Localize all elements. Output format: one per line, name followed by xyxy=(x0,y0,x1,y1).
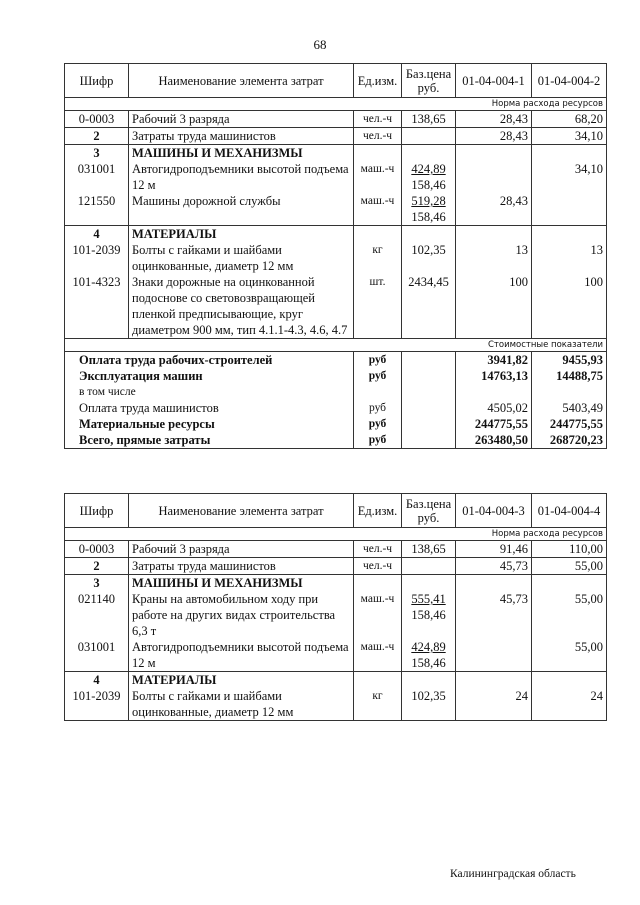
row-price: 424,89 xyxy=(411,640,446,654)
row-code: 031001 xyxy=(65,161,129,193)
row-name: Рабочий 3 разряда xyxy=(129,111,354,128)
row-price: 138,65 xyxy=(402,111,456,128)
table-row xyxy=(65,558,607,575)
row-name: Машины дорожной службы xyxy=(129,193,354,226)
row-code: 121550 xyxy=(65,193,129,226)
table-row xyxy=(65,639,607,672)
section-title: МАТЕРИАЛЫ xyxy=(129,226,354,243)
section-code: 3 xyxy=(65,145,129,162)
total-v2: 9455,93 xyxy=(532,352,607,369)
total-row xyxy=(65,432,607,449)
row-unit: чел.-ч xyxy=(354,541,402,558)
section-row xyxy=(65,145,607,162)
row-unit: маш.-ч xyxy=(354,161,402,193)
row-v2: 24 xyxy=(532,688,607,721)
total-unit: руб xyxy=(354,352,402,369)
row-v2: 55,00 xyxy=(532,558,607,575)
row-code: 101-2039 xyxy=(65,242,129,274)
row-price: 102,35 xyxy=(402,688,456,721)
row-code: 101-4323 xyxy=(65,274,129,339)
region-footer: Калининградская область xyxy=(450,868,576,880)
row-v2: 110,00 xyxy=(532,541,607,558)
row-v1: 28,43 xyxy=(456,111,532,128)
row-v1 xyxy=(456,161,532,193)
section-title: МАШИНЫ И МЕХАНИЗМЫ xyxy=(129,575,354,592)
row-name: Знаки дорожные на оцинкованной подоснове со световозвращающей пленкой предписывающие, круг диаметром 900 мм, тип 4.1.1-4.3, 4.6, 4.7 xyxy=(129,274,354,339)
resource-table-1 xyxy=(64,63,607,449)
table-header xyxy=(65,494,607,528)
row-unit: чел.-ч xyxy=(354,111,402,128)
norm-label: Норма расхода ресурсов xyxy=(65,98,607,111)
norm-label: Норма расхода ресурсов xyxy=(65,528,607,541)
row-name: Затраты труда машинистов xyxy=(129,558,354,575)
section-row xyxy=(65,226,607,243)
row-price: 424,89 xyxy=(411,162,446,176)
col-header-unit: Ед.изм. xyxy=(354,64,402,98)
col-header-name: Наименование элемента затрат xyxy=(129,64,354,98)
row-name: Автогидроподъемники высотой подъема 12 м xyxy=(129,639,354,672)
row-v2: 68,20 xyxy=(532,111,607,128)
row-price-2: 158,46 xyxy=(411,210,446,224)
row-v2 xyxy=(532,193,607,226)
col-header-unit: Ед.изм. xyxy=(354,494,402,528)
row-v2: 55,00 xyxy=(532,639,607,672)
section-code: 3 xyxy=(65,575,129,592)
row-name: Автогидроподъемники высотой подъема 12 м xyxy=(129,161,354,193)
table-row xyxy=(65,111,607,128)
row-price-2: 158,46 xyxy=(411,178,446,192)
col-header-code: Шифр xyxy=(65,494,129,528)
row-price: 138,65 xyxy=(402,541,456,558)
table-row xyxy=(65,688,607,721)
total-v2: 5403,49 xyxy=(532,400,607,416)
row-price xyxy=(402,128,456,145)
total-row xyxy=(65,352,607,369)
total-unit: руб xyxy=(354,400,402,416)
total-v2: 268720,23 xyxy=(532,432,607,449)
total-v1: 4505,02 xyxy=(456,400,532,416)
row-v2: 100 xyxy=(532,274,607,339)
total-row xyxy=(65,368,607,384)
row-price: 555,41 xyxy=(411,592,446,606)
row-price: 2434,45 xyxy=(402,274,456,339)
total-row xyxy=(65,416,607,432)
total-unit: руб xyxy=(354,416,402,432)
row-v1: 28,43 xyxy=(456,128,532,145)
col-header-v1: 01-04-004-3 xyxy=(456,494,532,528)
col-header-price: Баз.цена руб. xyxy=(402,494,456,528)
total-unit: руб xyxy=(354,432,402,449)
row-name: Рабочий 3 разряда xyxy=(129,541,354,558)
total-label: Всего, прямые затраты xyxy=(65,432,354,449)
table-row xyxy=(65,591,607,639)
table-header xyxy=(65,64,607,98)
row-v1: 13 xyxy=(456,242,532,274)
total-label: Оплата труда машинистов xyxy=(65,400,354,416)
page-number: 68 xyxy=(313,37,327,52)
row-unit: кг xyxy=(354,688,402,721)
row-name: Болты с гайками и шайбами оцинкованные, диаметр 12 мм xyxy=(129,688,354,721)
row-price-2: 158,46 xyxy=(411,608,446,622)
row-code: 0-0003 xyxy=(65,541,129,558)
row-v1: 91,46 xyxy=(456,541,532,558)
total-v2: 14488,75 xyxy=(532,368,607,384)
total-label: Эксплуатация машин xyxy=(65,368,354,384)
row-unit: чел.-ч xyxy=(354,558,402,575)
row-v2: 34,10 xyxy=(532,128,607,145)
table-row xyxy=(65,541,607,558)
row-v1 xyxy=(456,639,532,672)
total-v1: 14763,13 xyxy=(456,368,532,384)
table-row xyxy=(65,242,607,274)
section-title: МАТЕРИАЛЫ xyxy=(129,672,354,689)
row-code: 031001 xyxy=(65,639,129,672)
row-code: 2 xyxy=(65,558,129,575)
row-v2: 34,10 xyxy=(532,161,607,193)
total-unit: руб xyxy=(354,368,402,384)
row-code: 2 xyxy=(65,128,129,145)
section-code: 4 xyxy=(65,672,129,689)
row-unit: маш.-ч xyxy=(354,193,402,226)
section-code: 4 xyxy=(65,226,129,243)
row-v1: 28,43 xyxy=(456,193,532,226)
row-v1: 24 xyxy=(456,688,532,721)
row-v2: 55,00 xyxy=(532,591,607,639)
row-name: Затраты труда машинистов xyxy=(129,128,354,145)
total-row xyxy=(65,384,607,400)
row-name: Болты с гайками и шайбами оцинкованные, диаметр 12 мм xyxy=(129,242,354,274)
total-v1: 3941,82 xyxy=(456,352,532,369)
total-label: в том числе xyxy=(65,384,354,400)
section-row xyxy=(65,575,607,592)
table-row xyxy=(65,274,607,339)
row-price: 519,28 xyxy=(411,194,446,208)
row-v1: 100 xyxy=(456,274,532,339)
table-row xyxy=(65,161,607,193)
col-header-v2: 01-04-004-2 xyxy=(532,64,607,98)
row-unit: шт. xyxy=(354,274,402,339)
total-label: Материальные ресурсы xyxy=(65,416,354,432)
row-unit: маш.-ч xyxy=(354,591,402,639)
col-header-v1: 01-04-004-1 xyxy=(456,64,532,98)
col-header-code: Шифр xyxy=(65,64,129,98)
table-row xyxy=(65,193,607,226)
col-header-name: Наименование элемента затрат xyxy=(129,494,354,528)
row-price-2: 158,46 xyxy=(411,656,446,670)
section-title: МАШИНЫ И МЕХАНИЗМЫ xyxy=(129,145,354,162)
row-name: Краны на автомобильном ходу при работе на других видах строительства 6,3 т xyxy=(129,591,354,639)
row-unit: кг xyxy=(354,242,402,274)
total-v2: 244775,55 xyxy=(532,416,607,432)
total-label: Оплата труда рабочих-строителей xyxy=(65,352,354,369)
total-v1: 263480,50 xyxy=(456,432,532,449)
col-header-v2: 01-04-004-4 xyxy=(532,494,607,528)
row-price: 102,35 xyxy=(402,242,456,274)
col-header-price: Баз.цена руб. xyxy=(402,64,456,98)
cost-label: Стоимостные показатели xyxy=(65,339,607,352)
table-row xyxy=(65,128,607,145)
row-price xyxy=(402,558,456,575)
row-v1: 45,73 xyxy=(456,591,532,639)
row-code: 021140 xyxy=(65,591,129,639)
row-code: 101-2039 xyxy=(65,688,129,721)
row-v2: 13 xyxy=(532,242,607,274)
row-unit: чел.-ч xyxy=(354,128,402,145)
total-row xyxy=(65,400,607,416)
section-row xyxy=(65,672,607,689)
row-code: 0-0003 xyxy=(65,111,129,128)
row-unit: маш.-ч xyxy=(354,639,402,672)
row-v1: 45,73 xyxy=(456,558,532,575)
resource-table-2 xyxy=(64,493,607,721)
total-v1: 244775,55 xyxy=(456,416,532,432)
